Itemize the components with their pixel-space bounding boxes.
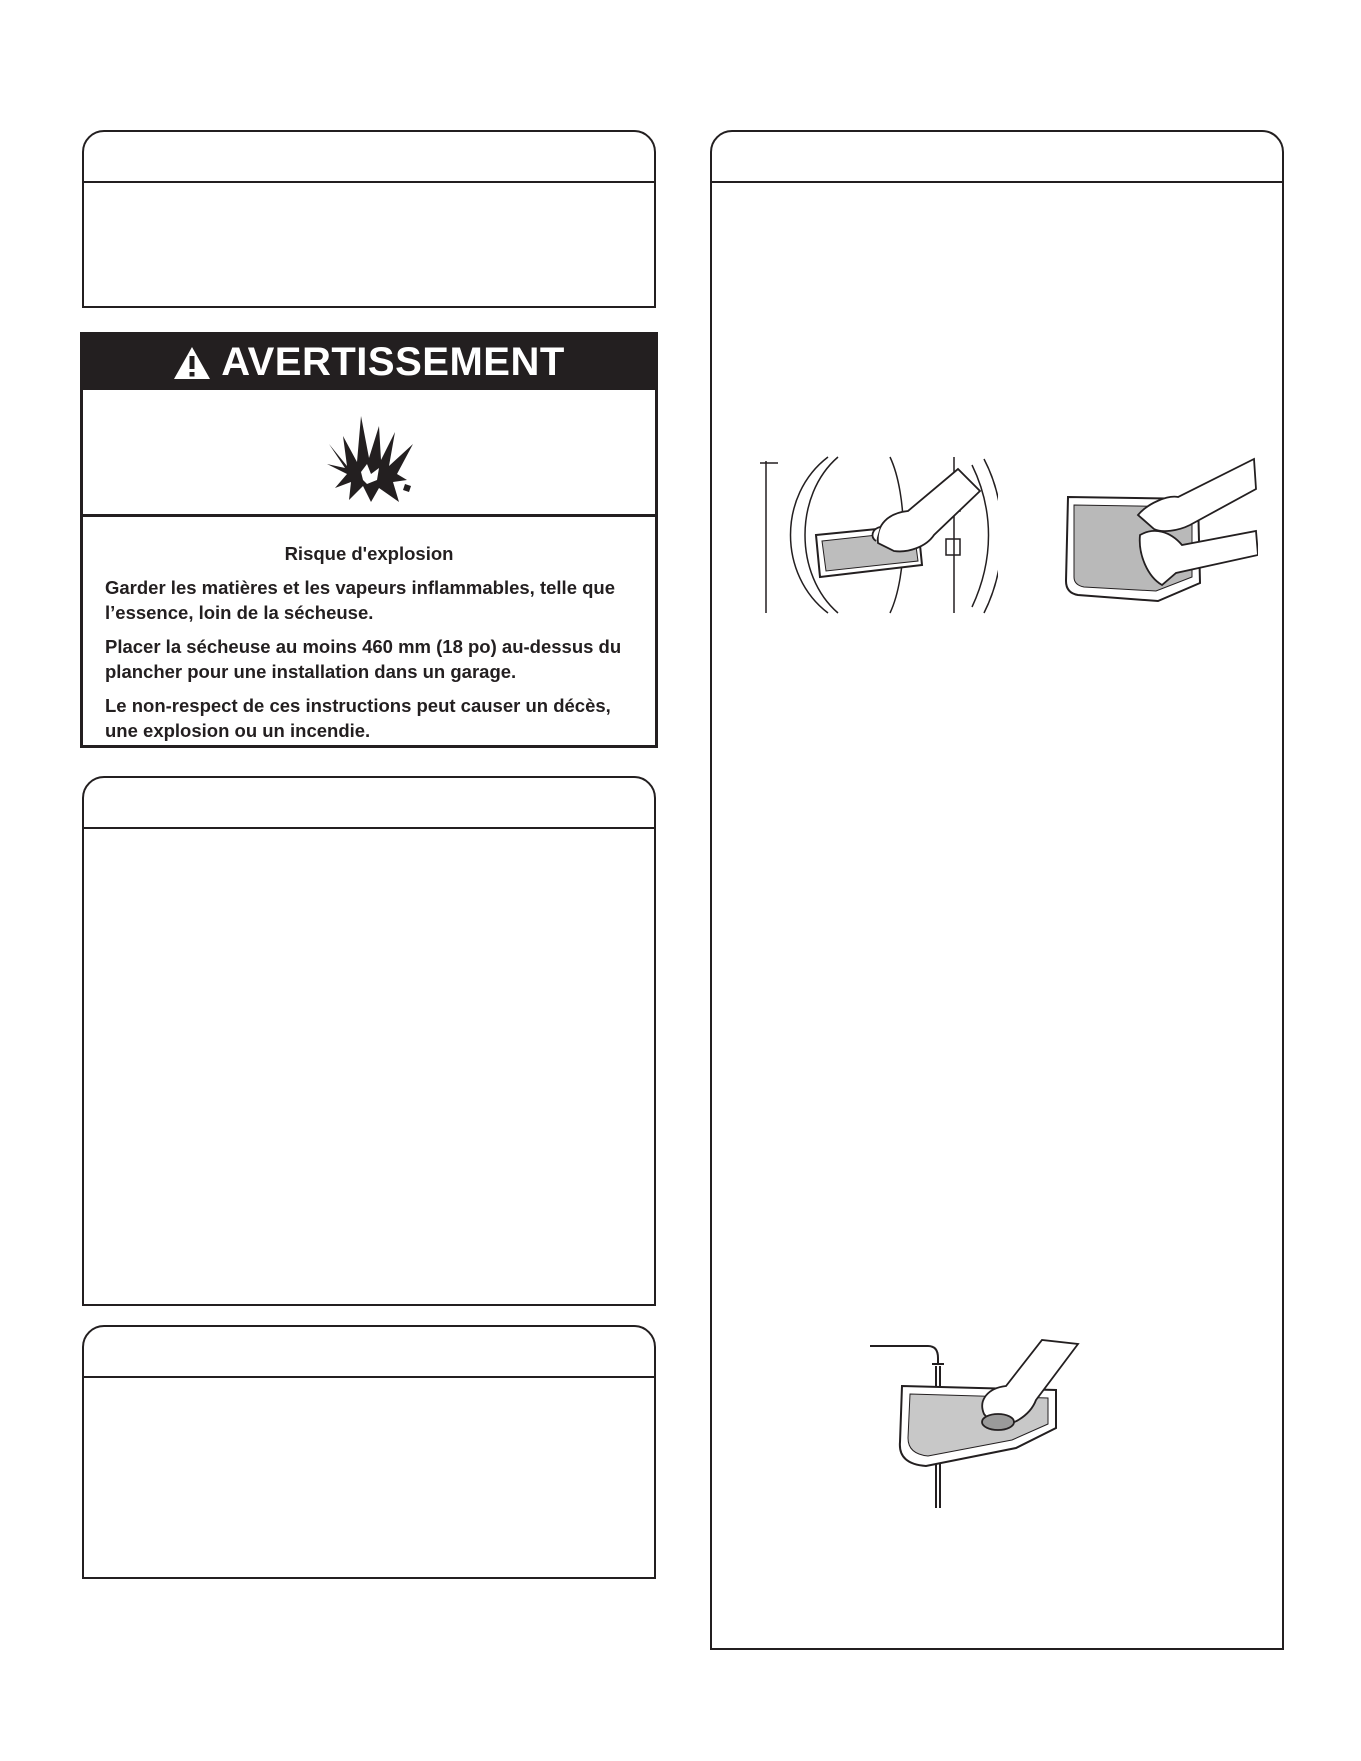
section-box-header: [712, 132, 1282, 183]
warning-paragraph: Le non-respect de ces instructions peut causer un décès, une explosion ou un incendie.: [105, 695, 611, 741]
warning-paragraph: Placer la sécheuse au moins 460 mm (18 po) au-dessus du plancher pour une installation dans un garage.: [105, 636, 622, 682]
section-box-bottom-left: [82, 1325, 656, 1579]
section-box-header: [84, 132, 654, 183]
explosion-icon: [323, 414, 421, 504]
warning-header: [83, 335, 655, 390]
warning-triangle-icon: [173, 346, 211, 380]
lint-screen-wiping-illustration: [1058, 455, 1258, 615]
warning-text: [83, 517, 655, 745]
section-box-middle-left: [82, 776, 656, 1306]
section-box-top-left: [82, 130, 656, 308]
section-box-header: [84, 1327, 654, 1378]
warning-title: AVERTISSEMENT: [221, 340, 565, 384]
warning-risk-label: Risque d'explosion: [284, 543, 454, 564]
lint-screen-washing-illustration: [866, 1338, 1086, 1508]
section-box-header: [84, 778, 654, 829]
warning-box: [80, 332, 658, 748]
warning-paragraph: Garder les matières et les vapeurs inflammables, telle que l’essence, loin de la sécheuse.: [105, 577, 616, 623]
warning-symbol-row: [83, 390, 655, 517]
lint-screen-removal-illustration: [758, 455, 998, 615]
hand-icon: [873, 469, 980, 551]
